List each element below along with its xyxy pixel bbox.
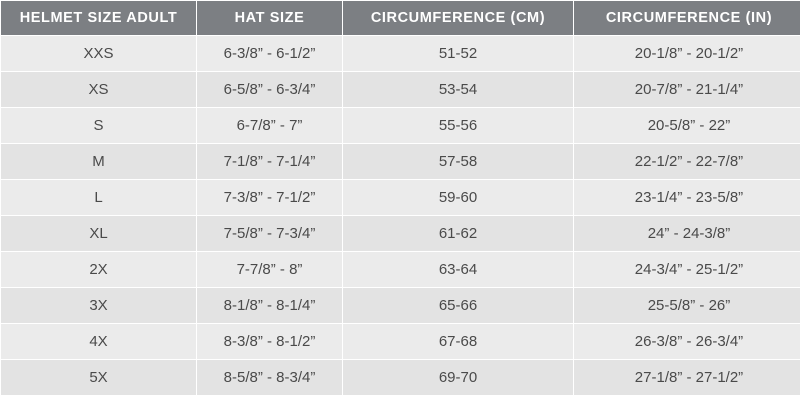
cell-hat-size: 6-7/8” - 7” bbox=[197, 108, 343, 144]
cell-helmet-size: XL bbox=[1, 216, 197, 252]
cell-helmet-size: XXS bbox=[1, 36, 197, 72]
cell-hat-size: 8-1/8” - 8-1/4” bbox=[197, 288, 343, 324]
table-header-row bbox=[1, 1, 800, 36]
cell-hat-size: 6-5/8” - 6-3/4” bbox=[197, 72, 343, 108]
cell-helmet-size: L bbox=[1, 180, 197, 216]
cell-circumference-in: 27-1/8” - 27-1/2” bbox=[574, 360, 800, 396]
cell-circumference-in: 22-1/2” - 22-7/8” bbox=[574, 144, 800, 180]
cell-hat-size: 7-5/8” - 7-3/4” bbox=[197, 216, 343, 252]
cell-hat-size: 8-5/8” - 8-3/4” bbox=[197, 360, 343, 396]
cell-circumference-cm: 51-52 bbox=[343, 36, 574, 72]
table-row bbox=[1, 216, 800, 252]
column-header-helmet-size-adult: HELMET SIZE ADULT bbox=[1, 1, 197, 36]
cell-hat-size: 7-3/8” - 7-1/2” bbox=[197, 180, 343, 216]
cell-circumference-cm: 69-70 bbox=[343, 360, 574, 396]
cell-helmet-size: S bbox=[1, 108, 197, 144]
table-row bbox=[1, 180, 800, 216]
cell-circumference-cm: 67-68 bbox=[343, 324, 574, 360]
table-row bbox=[1, 36, 800, 72]
cell-circumference-in: 20-7/8” - 21-1/4” bbox=[574, 72, 800, 108]
cell-helmet-size: 3X bbox=[1, 288, 197, 324]
cell-circumference-cm: 63-64 bbox=[343, 252, 574, 288]
column-header-hat-size: HAT SIZE bbox=[197, 1, 343, 36]
cell-hat-size: 6-3/8” - 6-1/2” bbox=[197, 36, 343, 72]
cell-hat-size: 7-7/8” - 8” bbox=[197, 252, 343, 288]
cell-circumference-cm: 53-54 bbox=[343, 72, 574, 108]
cell-circumference-in: 20-1/8” - 20-1/2” bbox=[574, 36, 800, 72]
cell-helmet-size: XS bbox=[1, 72, 197, 108]
table-row bbox=[1, 72, 800, 108]
cell-circumference-in: 26-3/8” - 26-3/4” bbox=[574, 324, 800, 360]
cell-hat-size: 7-1/8” - 7-1/4” bbox=[197, 144, 343, 180]
cell-circumference-in: 20-5/8” - 22” bbox=[574, 108, 800, 144]
column-header-circumference-in: CIRCUMFERENCE (IN) bbox=[574, 1, 800, 36]
cell-helmet-size: 5X bbox=[1, 360, 197, 396]
table-row bbox=[1, 108, 800, 144]
cell-circumference-in: 25-5/8” - 26” bbox=[574, 288, 800, 324]
table-row bbox=[1, 252, 800, 288]
cell-circumference-in: 23-1/4” - 23-5/8” bbox=[574, 180, 800, 216]
cell-circumference-cm: 61-62 bbox=[343, 216, 574, 252]
cell-helmet-size: 2X bbox=[1, 252, 197, 288]
cell-circumference-cm: 65-66 bbox=[343, 288, 574, 324]
cell-circumference-cm: 57-58 bbox=[343, 144, 574, 180]
table-header bbox=[1, 1, 800, 36]
cell-circumference-in: 24” - 24-3/8” bbox=[574, 216, 800, 252]
cell-circumference-in: 24-3/4” - 25-1/2” bbox=[574, 252, 800, 288]
table-row bbox=[1, 324, 800, 360]
table-row bbox=[1, 288, 800, 324]
cell-circumference-cm: 55-56 bbox=[343, 108, 574, 144]
cell-hat-size: 8-3/8” - 8-1/2” bbox=[197, 324, 343, 360]
cell-helmet-size: M bbox=[1, 144, 197, 180]
cell-circumference-cm: 59-60 bbox=[343, 180, 574, 216]
table-body bbox=[1, 36, 800, 396]
table-row bbox=[1, 144, 800, 180]
column-header-circumference-cm: CIRCUMFERENCE (CM) bbox=[343, 1, 574, 36]
cell-helmet-size: 4X bbox=[1, 324, 197, 360]
table-row bbox=[1, 360, 800, 396]
